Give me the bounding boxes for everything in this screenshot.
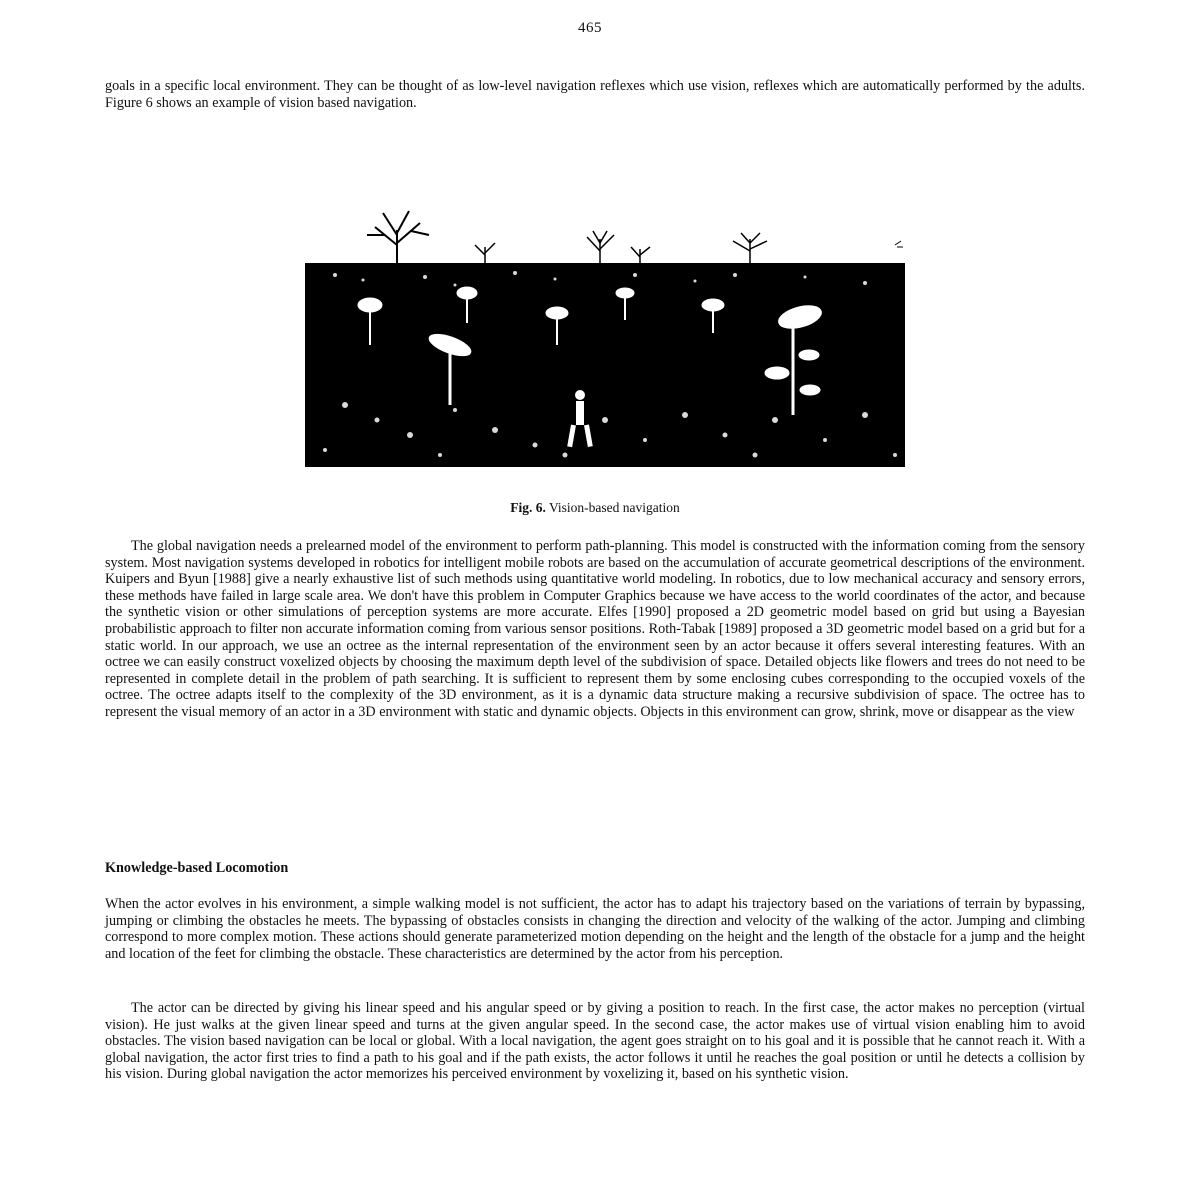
paragraph-text: When the actor evolves in his environment, a simple walking model is not sufficient, the actor has to adapt his trajectory based on the variations of terrain by bypassing, jumping or climbing the obstacles he meets. The bypassing of obstacles consists in changing the direction and velocity of the walking of the actor. Jumping and climbing correspond to more complex motion. These actions should generate parameterized motion depending on the height and the length of the obstacle for a jump and the height and location of the feet for climbing the obstacle. These characteristics are determined by the actor from his perception.	[105, 896, 1085, 962]
section-heading: Knowledge-based Locomotion	[105, 860, 289, 876]
figure-caption	[0, 500, 1190, 516]
tree-icon	[367, 211, 429, 265]
paragraph-locomotion-2	[105, 1000, 1085, 1083]
figure-caption-text: Vision-based navigation	[548, 500, 680, 515]
figure-label: Fig. 6.	[510, 500, 546, 515]
paragraph-intro	[105, 78, 1085, 111]
tree-icon	[631, 247, 650, 265]
paragraph-text: The actor can be directed by giving his linear speed and his angular speed or by giving a position to reach. In the first case, the actor makes no perception (virtual vision). He just walks at the given linear speed and turns at the given angular speed. In the second case, the actor makes use of virtual vision enabling him to avoid obstacles. The vision based navigation can be local or global. With a local navigation, the agent goes straight on to his goal and it is possible that he cannot reach it. With a global navigation, the actor first tries to find a path to his goal and if the path exists, the actor follows it until he reaches the goal position or until he detects a collision by his vision. During global navigation the actor memorizes his perceived environment by voxelizing it, based on his synthetic vision.	[105, 1000, 1085, 1083]
tree-icon	[475, 243, 495, 265]
paragraph-global-navigation	[105, 538, 1085, 721]
tree-icon	[587, 231, 614, 265]
paragraph-text: goals in a specific local environment. They can be thought of as low-level navigation reflexes which use vision, reflexes which are automatically performed by the adults. Figure 6 shows an example of vision based navigation.	[105, 78, 1085, 111]
figure-vision-navigation	[305, 205, 905, 467]
tree-icon	[733, 233, 767, 265]
page-number: 465	[578, 20, 602, 36]
ground-area	[305, 263, 905, 467]
paragraph-locomotion-1	[105, 896, 1085, 962]
paragraph-text: The global navigation needs a prelearned model of the environment to perform path-planning. This model is constructed with the information coming from the sensory system. Most navigation systems developed in robotics for intelligent mobile robots are based on the accumulation of accurate geometrical descriptions of the environment. Kuipers and Byun [1988] give a nearly exhaustive list of such methods using quantitative world modeling. In robotics, due to low mechanical accuracy and sensory errors, these methods have failed in large scale area. We don't have this problem in Computer Graphics because we have access to the world coordinates of the actor, and because the synthetic vision or other simulations of perception systems are more accurate. Elfes [1990] proposed a 2D geometric model based on grid but using a Bayesian probabilistic approach to filter non accurate information coming from various sensor positions. Roth-Tabak [1989] proposed a 3D geometric model based on a grid but for a static world. In our approach, we use an octree as the internal representation of the environment seen by an actor because it offers several interesting features. With an octree we can easily construct voxelized objects by choosing the maximum depth level of the subdivision of space. Detailed objects like flowers and trees do not need to be represented in complete detail in the problem of path searching. It is sufficient to represent them by some enclosing cubes corresponding to the occupied voxels of the octree. The octree adapts itself to the complexity of the 3D environment, as it is a dynamic data structure making a recursive subdivision of space. The octree has to represent the visual memory of an actor in a 3D environment with static and dynamic objects. Objects in this environment can grow, shrink, move or disappear as the view	[105, 538, 1085, 720]
tree-icon	[895, 241, 903, 247]
scene-illustration	[305, 205, 905, 467]
